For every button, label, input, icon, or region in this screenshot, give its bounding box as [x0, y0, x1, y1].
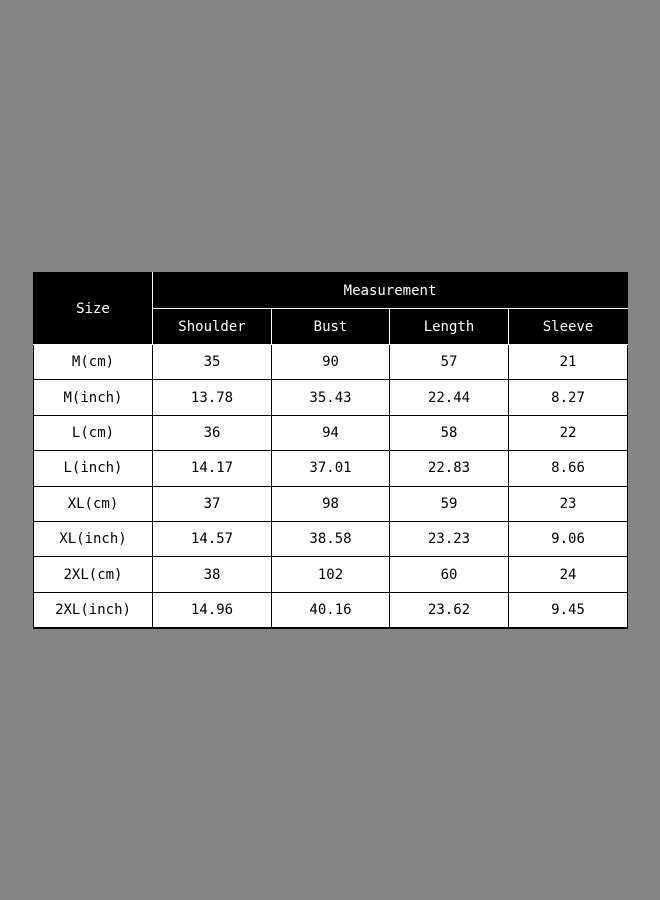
bust-cell: 90: [272, 345, 390, 380]
measurement-group-header: Measurement: [153, 273, 628, 309]
size-cell: 2XL(inch): [34, 592, 153, 627]
shoulder-cell: 38: [153, 557, 272, 592]
table-body: [34, 345, 628, 628]
bust-cell: 98: [272, 486, 390, 521]
header-row-top: [34, 273, 628, 309]
size-chart-table: [33, 272, 628, 629]
length-cell: 59: [390, 486, 509, 521]
length-cell: 57: [390, 345, 509, 380]
size-cell: XL(inch): [34, 521, 153, 556]
shoulder-cell: 37: [153, 486, 272, 521]
length-cell: 22.44: [390, 380, 509, 415]
bust-cell: 102: [272, 557, 390, 592]
table-row: [34, 345, 628, 380]
column-header-bust: Bust: [272, 309, 390, 345]
bust-cell: 94: [272, 415, 390, 450]
bust-cell: 38.58: [272, 521, 390, 556]
column-header-sleeve: Sleeve: [509, 309, 628, 345]
sleeve-cell: 8.66: [509, 451, 628, 486]
shoulder-cell: 14.96: [153, 592, 272, 627]
column-header-shoulder: Shoulder: [153, 309, 272, 345]
bust-cell: 40.16: [272, 592, 390, 627]
table-row: [34, 415, 628, 450]
shoulder-cell: 35: [153, 345, 272, 380]
length-cell: 60: [390, 557, 509, 592]
size-cell: L(cm): [34, 415, 153, 450]
size-cell: XL(cm): [34, 486, 153, 521]
sleeve-cell: 23: [509, 486, 628, 521]
table-row: [34, 521, 628, 556]
sleeve-cell: 22: [509, 415, 628, 450]
table-row: [34, 557, 628, 592]
length-cell: 22.83: [390, 451, 509, 486]
shoulder-cell: 14.17: [153, 451, 272, 486]
size-cell: 2XL(cm): [34, 557, 153, 592]
bust-cell: 37.01: [272, 451, 390, 486]
shoulder-cell: 36: [153, 415, 272, 450]
size-cell: M(cm): [34, 345, 153, 380]
column-header-length: Length: [390, 309, 509, 345]
size-cell: L(inch): [34, 451, 153, 486]
sleeve-cell: 8.27: [509, 380, 628, 415]
table-row: [34, 486, 628, 521]
length-cell: 23.62: [390, 592, 509, 627]
sleeve-cell: 9.45: [509, 592, 628, 627]
table-row: [34, 380, 628, 415]
sleeve-cell: 9.06: [509, 521, 628, 556]
size-column-header: Size: [34, 273, 153, 345]
size-cell: M(inch): [34, 380, 153, 415]
table-row: [34, 451, 628, 486]
bust-cell: 35.43: [272, 380, 390, 415]
table-header: [34, 273, 628, 345]
table-row: [34, 592, 628, 627]
sleeve-cell: 21: [509, 345, 628, 380]
length-cell: 58: [390, 415, 509, 450]
shoulder-cell: 14.57: [153, 521, 272, 556]
length-cell: 23.23: [390, 521, 509, 556]
sleeve-cell: 24: [509, 557, 628, 592]
shoulder-cell: 13.78: [153, 380, 272, 415]
